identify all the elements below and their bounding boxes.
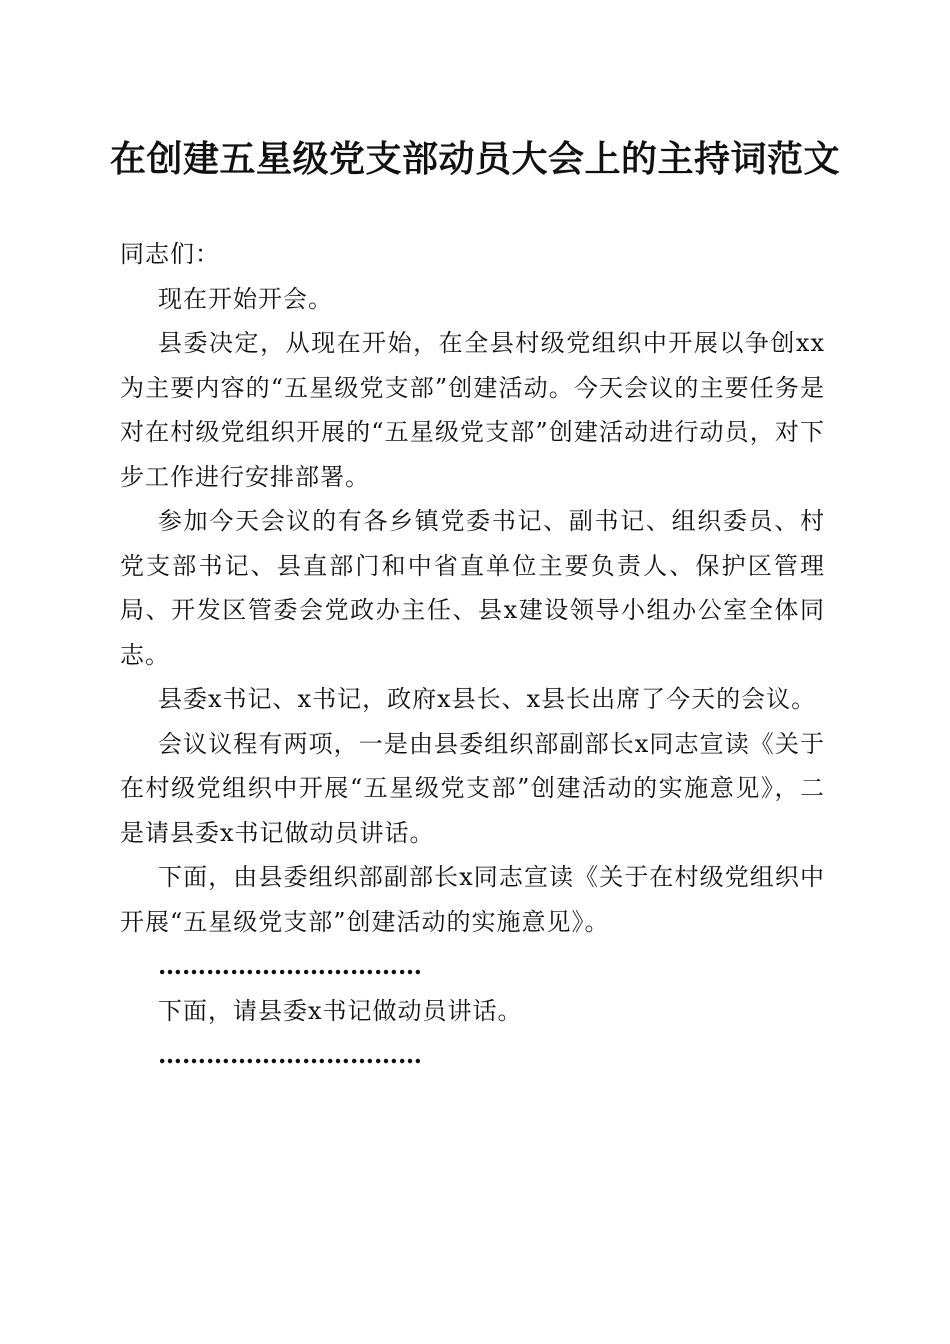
document-body bbox=[120, 232, 825, 1078]
paragraph-decision: 县委决定，从现在开始，在全县村级党组织中开展以争创xx为主要内容的“五星级党支部”创建活动。今天会议的主要任务是对在村级党组织开展的“五星级党支部”创建活动进行动员，对下步工作进行安排部署。 bbox=[120, 329, 825, 491]
document-title: 在创建五星级党支部动员大会上的主持词范文 bbox=[109, 138, 840, 180]
paragraph-leaders: 县委x书记、x书记，政府x县长、x县长出席了今天的会议。 bbox=[158, 685, 817, 713]
ellipsis-divider: …………………………… bbox=[158, 1040, 422, 1069]
salutation: 同志们： bbox=[120, 240, 220, 268]
paragraph-opening: 现在开始开会。 bbox=[158, 284, 333, 313]
paragraph-reading: 下面，由县委组织部副部长x同志宣读《关于在村级党组织中开展“五星级党支部”创建活动的实施意见》。 bbox=[120, 863, 825, 936]
paragraph-agenda: 会议议程有两项，一是由县委组织部副部长x同志宣读《关于在村级党组织中开展“五星级党支部”创建活动的实施意见》，二是请县委x书记做动员讲话。 bbox=[120, 729, 825, 847]
paragraph-attendees: 参加今天会议的有各乡镇党委书记、副书记、组织委员、村党支部书记、县直部门和中省直单位主要负责人、保护区管理局、开发区管委会党政办主任、县x建设领导小组办公室全体同志。 bbox=[120, 507, 825, 669]
ellipsis-divider: …………………………… bbox=[158, 951, 422, 980]
paragraph-speech: 下面，请县委x书记做动员讲话。 bbox=[158, 996, 523, 1025]
